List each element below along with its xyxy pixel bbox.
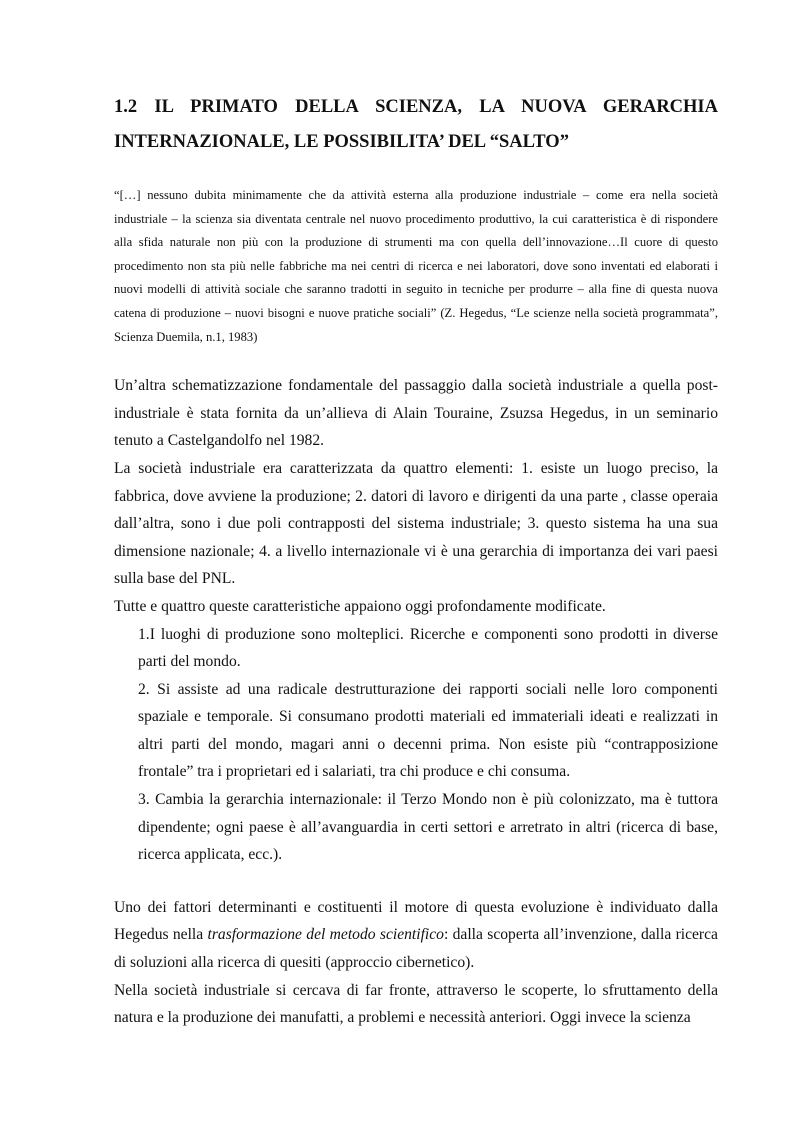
document-page bbox=[114, 90, 718, 1032]
paragraph-industrial-society: La società industriale era caratterizzata da quattro elementi: 1. esiste un luogo preciso, la fabbrica, dove avviene la produzione; 2. datori di lavoro e dirigenti da una parte , classe operaia dall’altra, sono i due poli contrapposti del sistema industriale; 3. questo sistema ha una sua dimensione nazionale; 4. a livello internazionale vi è una gerarchia di importanza dei vari paesi sulla base del PNL. bbox=[114, 459, 718, 588]
list-item-production-places: 1.I luoghi di produzione sono molteplici. Ricerche e componenti sono prodotti in diverse parti del mondo. bbox=[138, 625, 718, 671]
paragraph-changes-intro: Tutte e quattro queste caratteristiche appaiono oggi profondamente modificate. bbox=[114, 597, 606, 615]
section-heading-line-2: INTERNAZIONALE, LE POSSIBILITA’ DEL “SALTO” bbox=[114, 132, 569, 152]
paragraph-scientific-method bbox=[114, 894, 718, 977]
section-heading bbox=[114, 90, 718, 160]
section-heading-line-1: 1.2 IL PRIMATO DELLA SCIENZA, LA NUOVA GERARCHIA bbox=[114, 97, 718, 117]
list-item-social-relations: 2. Si assiste ad una radicale destrutturazione dei rapporti sociali nelle loro componenti spaziale e temporale. Si consumano prodotti materiali ed immateriali ideati e realizzati in altri parti del mondo, magari anni o decenni prima. Non esiste più “contrapposizione frontale” tra i proprietari ed i salariati, tra chi produce e chi consuma. bbox=[138, 680, 718, 781]
scientific-method-emphasis: trasformazione del metodo scientifico bbox=[207, 926, 444, 944]
scientific-method-text-before: Uno dei fattori determinanti e costituenti il motore di questa evoluzione è individuato dalla Hegedus nella bbox=[114, 898, 718, 944]
paragraph-hegedus-intro: Un’altra schematizzazione fondamentale del passaggio dalla società industriale a quella post-industriale è stata fornita da un’allieva di Alain Touraine, Zsuzsa Hegedus, in un seminario tenuto a Castelgandolfo nel 1982. bbox=[114, 377, 718, 450]
changes-list bbox=[138, 621, 718, 869]
paragraph-gap bbox=[114, 869, 718, 894]
scientific-method-text-after: : dalla scoperta all’invenzione, dalla ricerca di soluzioni alla ricerca di quesiti (approccio cibernetico). bbox=[114, 926, 718, 972]
paragraph-industrial-science: Nella società industriale si cercava di far fronte, attraverso le scoperte, lo sfruttamento della natura e la produzione dei manufatti, a problemi e necessità anteriori. Oggi invece la scienza bbox=[114, 981, 718, 1027]
list-item-international-hierarchy: 3. Cambia la gerarchia internazionale: il Terzo Mondo non è più colonizzato, ma è tuttora dipendente; ogni paese è all’avanguardia in certi settori e arretrato in altri (ricerca di base, ricerca applicata, ecc.). bbox=[138, 791, 718, 864]
epigraph-quote: “[…] nessuno dubita minimamente che da attività esterna alla produzione industriale – come era nella società industriale – la scienza sia diventata centrale nel nuovo procedimento produttivo, la cui caratteristica è di rispondere alla sfida naturale non più con la produzione di strumenti ma con quella dell’innovazione…Il cuore di questo procedimento non sta più nelle fabbriche ma nei centri di ricerca e nei laboratori, dove sono inventati ed elaborati i nuovi modelli di attività sociale che saranno tradotti in seguito in tecniche per produrre – alla fine di questa nuova catena di produzione – nuovi bisogni e nuove pratiche sociali” (Z. Hegedus, “Le scienze nella società programmata”, Scienza Duemila, n.1, 1983) bbox=[114, 188, 718, 344]
